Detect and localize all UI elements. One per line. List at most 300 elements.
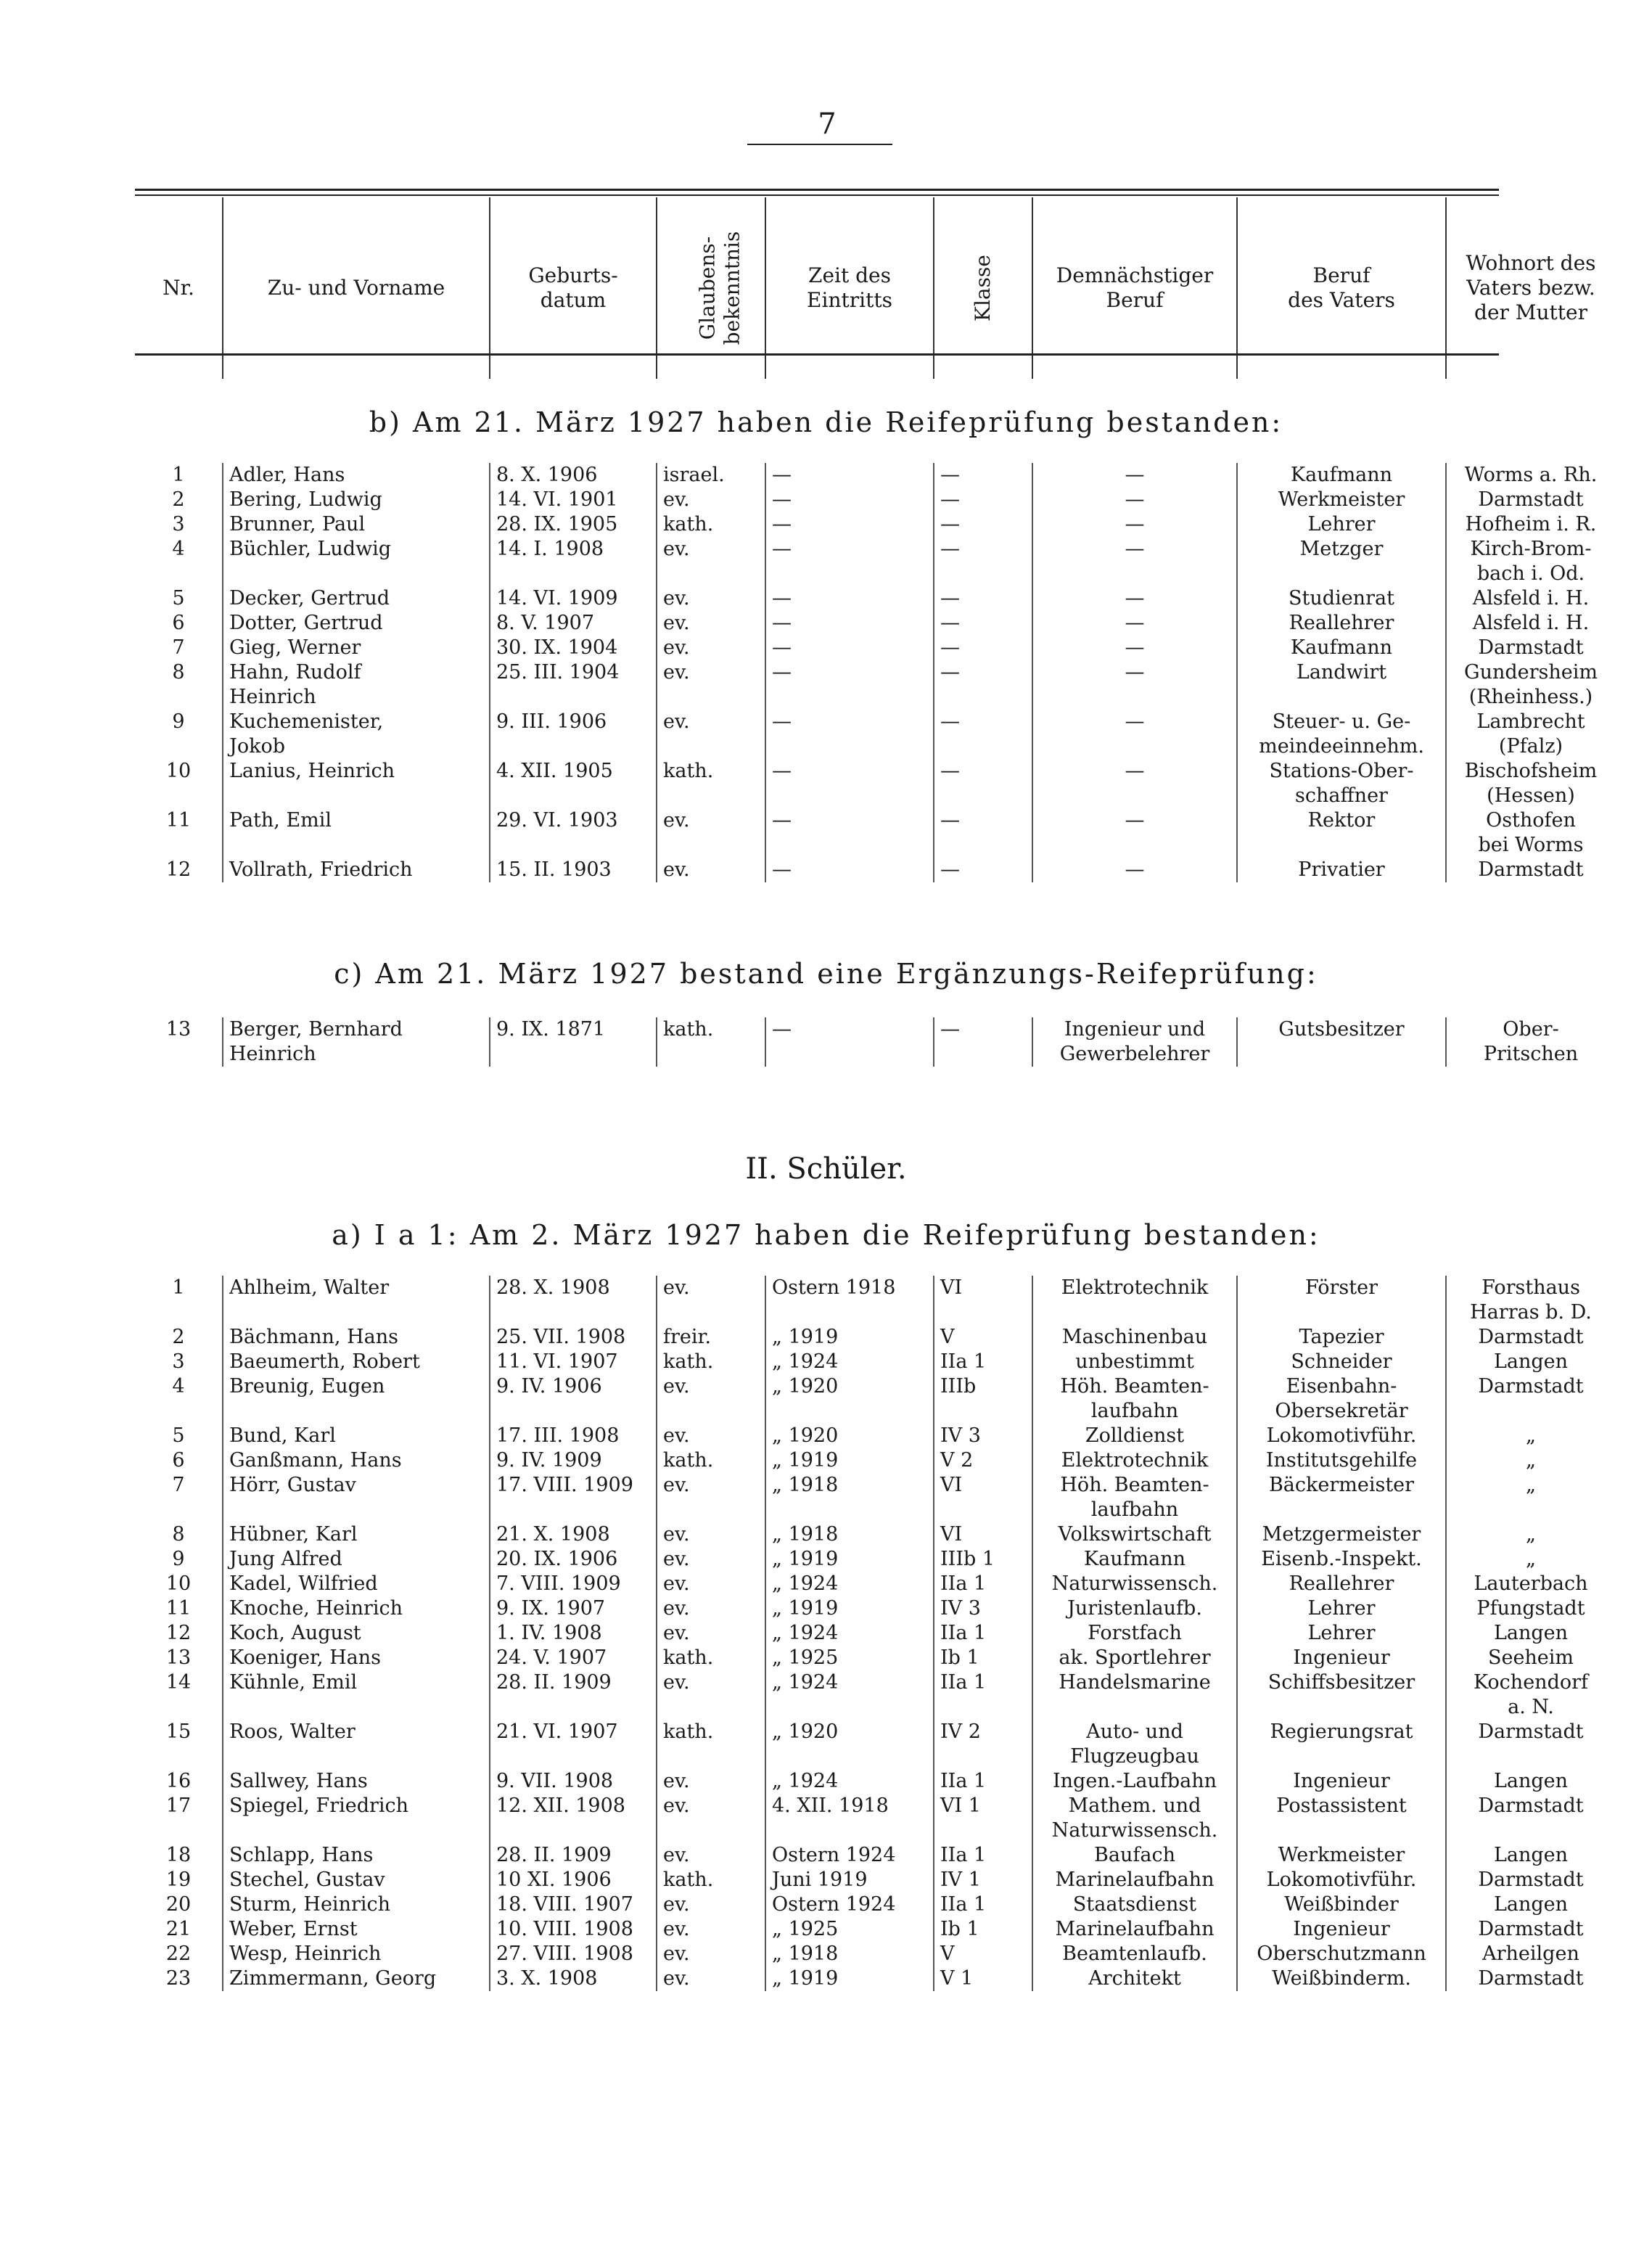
cell-place-line: „ xyxy=(1526,1424,1536,1447)
cell-klasse-line: VI xyxy=(940,1276,963,1299)
cell-entry xyxy=(765,1720,934,1769)
cell-name xyxy=(223,586,490,611)
cell-future-line: — xyxy=(1125,464,1145,486)
cell-rel: ev. xyxy=(657,537,765,586)
cell-entry-line: — xyxy=(772,661,792,684)
cell-nr: 3 xyxy=(172,1350,185,1373)
cell-father xyxy=(1237,1473,1446,1522)
cell-date: 28. II. 1909 xyxy=(490,1670,657,1720)
cell-nr: 14 xyxy=(165,1671,192,1694)
header-entry xyxy=(765,197,934,379)
cell-rel: ev. xyxy=(657,710,765,759)
cell-future xyxy=(1032,1448,1237,1473)
header-bottom-rule xyxy=(135,353,1499,356)
cell-klasse xyxy=(934,537,1032,586)
cell-rel: ev. xyxy=(657,1942,765,1966)
cell-rel: freir. xyxy=(657,1325,765,1350)
cell-place xyxy=(1446,586,1615,611)
cell-name-line: Kuchemenister, xyxy=(229,710,384,733)
cell-klasse-line: — xyxy=(940,1018,960,1041)
cell-nr: 11 xyxy=(165,1597,192,1620)
header-future-line: Beruf xyxy=(1106,288,1164,312)
cell-future-line: Forstfach xyxy=(1088,1622,1182,1644)
cell-rel: ev. xyxy=(657,1276,765,1325)
cell-entry-line: — xyxy=(772,587,792,610)
cell-future xyxy=(1032,1621,1237,1646)
cell-klasse-line: — xyxy=(940,710,960,733)
cell-klasse-line: IV 1 xyxy=(940,1868,981,1891)
cell-entry xyxy=(765,1942,934,1966)
table-row xyxy=(135,808,1615,858)
section-b-table xyxy=(135,463,1615,882)
cell-entry-line: „ 1918 xyxy=(772,1943,839,1965)
cell-klasse xyxy=(934,463,1032,488)
table-row xyxy=(135,1374,1615,1424)
cell-name xyxy=(223,1769,490,1794)
cell-place-line: bei Worms xyxy=(1478,834,1584,856)
cell-father-line: Weißbinder xyxy=(1284,1893,1399,1916)
cell-date: 12. XII. 1908 xyxy=(490,1794,657,1843)
cell-nr: 12 xyxy=(165,1622,192,1644)
table-row xyxy=(135,1892,1615,1917)
cell-name xyxy=(223,1843,490,1868)
cell-entry xyxy=(765,1670,934,1720)
cell-future xyxy=(1032,611,1237,636)
cell-future xyxy=(1032,1350,1237,1374)
cell-place-line: (Pfalz) xyxy=(1498,735,1563,758)
cell-rel: ev. xyxy=(657,1892,765,1917)
cell-entry-line: 4. XII. 1918 xyxy=(772,1794,889,1817)
cell-father xyxy=(1237,1424,1446,1448)
cell-father xyxy=(1237,1547,1446,1572)
cell-future-line: Auto- und xyxy=(1086,1720,1183,1743)
cell-place-line: Darmstadt xyxy=(1478,1375,1584,1398)
cell-name-line: Ganßmann, Hans xyxy=(229,1449,402,1472)
cell-entry-line: — xyxy=(772,858,792,881)
cell-name-line: Spiegel, Friedrich xyxy=(229,1794,409,1817)
cell-future-line: Ingen.-Laufbahn xyxy=(1053,1770,1217,1792)
cell-date: 8. V. 1907 xyxy=(490,611,657,636)
cell-name xyxy=(223,759,490,808)
cell-nr: 1 xyxy=(172,1276,185,1299)
cell-father-line: Rektor xyxy=(1307,809,1376,832)
table-row xyxy=(135,1794,1615,1843)
cell-future-line: — xyxy=(1125,538,1145,560)
cell-klasse-line: Ib 1 xyxy=(940,1918,979,1940)
cell-nr: 13 xyxy=(165,1646,192,1669)
cell-name xyxy=(223,858,490,882)
cell-entry xyxy=(765,1843,934,1868)
cell-father xyxy=(1237,1794,1446,1843)
header-name: Zu- und Vorname xyxy=(223,197,490,379)
cell-place xyxy=(1446,1794,1615,1843)
cell-klasse-line: VI xyxy=(940,1474,963,1496)
cell-father xyxy=(1237,488,1446,512)
table-row xyxy=(135,710,1615,759)
cell-klasse-line: — xyxy=(940,464,960,486)
cell-nr: 19 xyxy=(165,1868,192,1891)
cell-name-line: Breunig, Eugen xyxy=(229,1375,385,1398)
cell-klasse-line: — xyxy=(940,661,960,684)
header-birth xyxy=(490,197,657,379)
cell-future-line: Naturwissensch. xyxy=(1051,1572,1218,1595)
cell-place-line: Langen xyxy=(1493,1844,1569,1866)
cell-entry-line: — xyxy=(772,636,792,659)
cell-rel: ev. xyxy=(657,1843,765,1868)
cell-father xyxy=(1237,808,1446,858)
cell-name xyxy=(223,1473,490,1522)
table-row xyxy=(135,636,1615,660)
cell-date: 9. IV. 1906 xyxy=(490,1374,657,1424)
cell-future-line: — xyxy=(1125,858,1145,881)
cell-future-line: — xyxy=(1125,710,1145,733)
cell-entry-line: Ostern 1918 xyxy=(772,1276,896,1299)
cell-place-line: Alsfeld i. H. xyxy=(1472,587,1590,610)
cell-date: 9. VII. 1908 xyxy=(490,1769,657,1794)
cell-klasse xyxy=(934,1670,1032,1720)
cell-entry xyxy=(765,1966,934,1991)
cell-future-line: Elektrotechnik xyxy=(1061,1449,1209,1472)
cell-entry xyxy=(765,636,934,660)
cell-place-line: bach i. Od. xyxy=(1476,562,1585,585)
cell-rel: ev. xyxy=(657,1473,765,1522)
cell-future-line: — xyxy=(1125,760,1145,782)
cell-entry-line: „ 1925 xyxy=(772,1918,839,1940)
cell-entry-line: „ 1924 xyxy=(772,1622,839,1644)
cell-place-line: Lauterbach xyxy=(1474,1572,1588,1595)
cell-place xyxy=(1446,611,1615,636)
cell-date: 8. X. 1906 xyxy=(490,463,657,488)
cell-klasse xyxy=(934,1892,1032,1917)
cell-klasse xyxy=(934,660,1032,710)
cell-name xyxy=(223,1448,490,1473)
cell-rel: ev. xyxy=(657,660,765,710)
cell-place-line: Darmstadt xyxy=(1478,1326,1584,1348)
cell-entry-line: „ 1920 xyxy=(772,1720,839,1743)
cell-rel: kath. xyxy=(657,1720,765,1769)
cell-name xyxy=(223,1596,490,1621)
cell-father xyxy=(1237,537,1446,586)
cell-entry xyxy=(765,660,934,710)
cell-rel: ev. xyxy=(657,488,765,512)
cell-place-line: Worms a. Rh. xyxy=(1464,464,1598,486)
cell-klasse xyxy=(934,586,1032,611)
cell-father xyxy=(1237,512,1446,537)
cell-father xyxy=(1237,759,1446,808)
cell-klasse xyxy=(934,1473,1032,1522)
cell-rel: ev. xyxy=(657,1596,765,1621)
cell-klasse-line: V xyxy=(940,1326,955,1348)
cell-entry-line: „ 1925 xyxy=(772,1646,839,1669)
cell-future xyxy=(1032,1424,1237,1448)
cell-future-line: ak. Sportlehrer xyxy=(1059,1646,1211,1669)
cell-father-line: Reallehrer xyxy=(1289,612,1394,634)
cell-entry-line: — xyxy=(772,809,792,832)
cell-future xyxy=(1032,1769,1237,1794)
cell-place xyxy=(1446,1448,1615,1473)
cell-name-line: Kühnle, Emil xyxy=(229,1671,358,1694)
table-row xyxy=(135,1646,1615,1670)
table-row xyxy=(135,1325,1615,1350)
cell-future xyxy=(1032,1720,1237,1769)
cell-future xyxy=(1032,1868,1237,1892)
cell-father-line: Ingenieur xyxy=(1293,1770,1390,1792)
cell-klasse xyxy=(934,1917,1032,1942)
cell-father xyxy=(1237,858,1446,882)
table-row xyxy=(135,1621,1615,1646)
cell-name xyxy=(223,1794,490,1843)
header-father-line: Beruf xyxy=(1312,263,1370,287)
cell-future-line: — xyxy=(1125,636,1145,659)
cell-rel: kath. xyxy=(657,1868,765,1892)
table-row xyxy=(135,759,1615,808)
cell-nr: 16 xyxy=(165,1770,192,1792)
cell-name xyxy=(223,808,490,858)
cell-place xyxy=(1446,1942,1615,1966)
cell-entry xyxy=(765,1350,934,1374)
cell-father-line: Metzgermeister xyxy=(1262,1523,1421,1546)
cell-entry xyxy=(765,1572,934,1596)
cell-place-line: Kirch-Brom- xyxy=(1470,538,1592,560)
cell-name xyxy=(223,1522,490,1547)
cell-nr: 1 xyxy=(172,464,185,486)
cell-date: 14. VI. 1901 xyxy=(490,488,657,512)
cell-father-line: Lehrer xyxy=(1307,1597,1376,1620)
cell-name-line: Zimmermann, Georg xyxy=(229,1967,437,1990)
table-row xyxy=(135,1473,1615,1522)
cell-future xyxy=(1032,1325,1237,1350)
cell-name-line: Berger, Bernhard xyxy=(229,1018,403,1041)
table-row xyxy=(135,1596,1615,1621)
cell-klasse-line: — xyxy=(940,760,960,782)
cell-entry xyxy=(765,1374,934,1424)
cell-father xyxy=(1237,611,1446,636)
cell-place-line: „ xyxy=(1526,1523,1536,1546)
cell-name xyxy=(223,1646,490,1670)
cell-entry xyxy=(765,1646,934,1670)
cell-entry xyxy=(765,1547,934,1572)
cell-father xyxy=(1237,1720,1446,1769)
cell-father-line: Landwirt xyxy=(1296,661,1387,684)
cell-klasse-line: — xyxy=(940,587,960,610)
cell-place-line: Alsfeld i. H. xyxy=(1472,612,1590,634)
cell-rel: ev. xyxy=(657,1670,765,1720)
cell-klasse-line: Ib 1 xyxy=(940,1646,979,1669)
cell-entry xyxy=(765,1769,934,1794)
cell-entry-line: „ 1920 xyxy=(772,1424,839,1447)
cell-entry xyxy=(765,710,934,759)
cell-klasse-line: IIIb 1 xyxy=(940,1548,995,1570)
cell-name-line: Sturm, Heinrich xyxy=(229,1893,391,1916)
cell-future-line: Baufach xyxy=(1094,1844,1175,1866)
cell-father xyxy=(1237,1892,1446,1917)
table-row xyxy=(135,1917,1615,1942)
cell-father-line: Weißbinderm. xyxy=(1272,1967,1411,1990)
cell-klasse xyxy=(934,1794,1032,1843)
cell-future xyxy=(1032,1794,1237,1843)
cell-name xyxy=(223,710,490,759)
cell-future-line: Höh. Beamten- xyxy=(1060,1474,1209,1496)
cell-place-line: (Rheinhess.) xyxy=(1468,686,1593,708)
cell-future xyxy=(1032,512,1237,537)
cell-father xyxy=(1237,1017,1446,1067)
header-entry-line: Zeit des xyxy=(808,263,891,287)
cell-future xyxy=(1032,710,1237,759)
cell-father-line: Studienrat xyxy=(1289,587,1394,610)
cell-father-line: schaffner xyxy=(1295,784,1388,807)
cell-place xyxy=(1446,463,1615,488)
cell-place xyxy=(1446,759,1615,808)
cell-place-line: Darmstadt xyxy=(1478,1720,1584,1743)
table-row xyxy=(135,1017,1615,1067)
cell-entry xyxy=(765,1794,934,1843)
cell-name xyxy=(223,1276,490,1325)
cell-entry-line: — xyxy=(772,710,792,733)
cell-entry-line: — xyxy=(772,538,792,560)
cell-place xyxy=(1446,1374,1615,1424)
cell-name xyxy=(223,1670,490,1720)
cell-place xyxy=(1446,1720,1615,1769)
cell-future-line: unbestimmt xyxy=(1075,1350,1194,1373)
cell-klasse-line: IIa 1 xyxy=(940,1671,987,1694)
cell-entry xyxy=(765,808,934,858)
cell-date: 7. VIII. 1909 xyxy=(490,1572,657,1596)
cell-name xyxy=(223,1720,490,1769)
cell-name-line: Adler, Hans xyxy=(229,464,345,486)
cell-nr: 20 xyxy=(165,1893,192,1916)
table-row xyxy=(135,463,1615,488)
cell-future xyxy=(1032,1892,1237,1917)
cell-place-line: „ xyxy=(1526,1474,1536,1496)
cell-entry-line: „ 1919 xyxy=(772,1548,839,1570)
cell-entry-line: „ 1920 xyxy=(772,1375,839,1398)
cell-entry xyxy=(765,512,934,537)
cell-klasse xyxy=(934,1276,1032,1325)
cell-date: 25. VII. 1908 xyxy=(490,1325,657,1350)
table-row xyxy=(135,537,1615,586)
cell-klasse-line: IV 2 xyxy=(940,1720,981,1743)
cell-klasse xyxy=(934,858,1032,882)
cell-future xyxy=(1032,1276,1237,1325)
page-number: 7 xyxy=(818,107,837,141)
cell-name-line: Hörr, Gustav xyxy=(229,1474,356,1496)
cell-date: 9. IX. 1871 xyxy=(490,1017,657,1067)
table-row xyxy=(135,1572,1615,1596)
cell-klasse xyxy=(934,1843,1032,1868)
cell-entry xyxy=(765,488,934,512)
cell-future-line: Flugzeugbau xyxy=(1070,1745,1199,1768)
cell-place-line: Forsthaus xyxy=(1482,1276,1580,1299)
cell-place-line: Ober- xyxy=(1503,1018,1559,1041)
cell-name-line: Roos, Walter xyxy=(229,1720,356,1743)
cell-klasse xyxy=(934,1547,1032,1572)
cell-place-line: (Hessen) xyxy=(1487,784,1575,807)
cell-date: 14. I. 1908 xyxy=(490,537,657,586)
cell-future-line: Volkswirtschaft xyxy=(1058,1523,1212,1546)
cell-klasse xyxy=(934,1572,1032,1596)
cell-father-line: Ingenieur xyxy=(1293,1918,1390,1940)
cell-entry-line: „ 1919 xyxy=(772,1449,839,1472)
cell-place xyxy=(1446,1917,1615,1942)
cell-place xyxy=(1446,710,1615,759)
cell-klasse-line: IIa 1 xyxy=(940,1893,987,1916)
cell-rel: ev. xyxy=(657,1424,765,1448)
cell-klasse xyxy=(934,1350,1032,1374)
cell-place-line: Darmstadt xyxy=(1478,1967,1584,1990)
cell-future-line: Handelsmarine xyxy=(1059,1671,1211,1694)
cell-nr: 5 xyxy=(172,1424,185,1447)
cell-name xyxy=(223,1966,490,1991)
cell-klasse-line: — xyxy=(940,538,960,560)
cell-father xyxy=(1237,1572,1446,1596)
table-row xyxy=(135,1350,1615,1374)
cell-place-line: Hofheim i. R. xyxy=(1465,513,1597,536)
cell-nr: 10 xyxy=(165,1572,192,1595)
cell-date: 28. II. 1909 xyxy=(490,1843,657,1868)
part-two-title: II. Schüler. xyxy=(745,1152,907,1186)
cell-klasse xyxy=(934,1325,1032,1350)
cell-rel: ev. xyxy=(657,1522,765,1547)
header-religion-line: bekenntnis xyxy=(720,231,744,345)
table-row xyxy=(135,1843,1615,1868)
cell-klasse xyxy=(934,1720,1032,1769)
cell-entry-line: „ 1924 xyxy=(772,1770,839,1792)
cell-entry xyxy=(765,759,934,808)
cell-entry xyxy=(765,586,934,611)
cell-date: 21. X. 1908 xyxy=(490,1522,657,1547)
cell-nr: 5 xyxy=(172,587,185,610)
cell-rel: kath. xyxy=(657,1350,765,1374)
cell-name-line: Bund, Karl xyxy=(229,1424,336,1447)
cell-future-line: laufbahn xyxy=(1090,1498,1179,1521)
header-residence-line: der Mutter xyxy=(1474,300,1587,324)
cell-father-line: Schneider xyxy=(1291,1350,1392,1373)
cell-klasse xyxy=(934,808,1032,858)
cell-klasse-line: V xyxy=(940,1943,955,1965)
cell-future-line: — xyxy=(1125,513,1145,536)
cell-nr: 6 xyxy=(172,612,185,634)
cell-name-line: Koch, August xyxy=(229,1622,361,1644)
cell-klasse-line: V 2 xyxy=(940,1449,974,1472)
cell-klasse xyxy=(934,1769,1032,1794)
cell-place-line: Darmstadt xyxy=(1478,1868,1584,1891)
table-row xyxy=(135,1547,1615,1572)
cell-future-line: Ingenieur und xyxy=(1064,1018,1206,1041)
header-nr: Nr. xyxy=(163,276,194,300)
cell-date: 17. III. 1908 xyxy=(490,1424,657,1448)
cell-nr: 4 xyxy=(172,1375,185,1398)
cell-future xyxy=(1032,759,1237,808)
cell-father xyxy=(1237,1917,1446,1942)
cell-nr: 18 xyxy=(165,1844,192,1866)
cell-place-line: Harras b. D. xyxy=(1470,1301,1592,1324)
cell-future-line: Marinelaufbahn xyxy=(1055,1868,1215,1891)
cell-date: 11. VI. 1907 xyxy=(490,1350,657,1374)
cell-father-line: Eisenbahn- xyxy=(1286,1375,1397,1398)
cell-father-line: Eisenb.-Inspekt. xyxy=(1261,1548,1422,1570)
cell-father xyxy=(1237,1966,1446,1991)
header-top-rule-2 xyxy=(135,194,1499,196)
cell-father xyxy=(1237,1670,1446,1720)
cell-rel: kath. xyxy=(657,1646,765,1670)
cell-father xyxy=(1237,1522,1446,1547)
cell-nr: 10 xyxy=(165,760,192,782)
cell-father-line: Oberschutzmann xyxy=(1257,1943,1426,1965)
cell-place xyxy=(1446,1522,1615,1547)
cell-father-line: Werkmeister xyxy=(1278,1844,1405,1866)
header-future-line: Demnächstiger xyxy=(1056,263,1214,287)
cell-rel: ev. xyxy=(657,586,765,611)
